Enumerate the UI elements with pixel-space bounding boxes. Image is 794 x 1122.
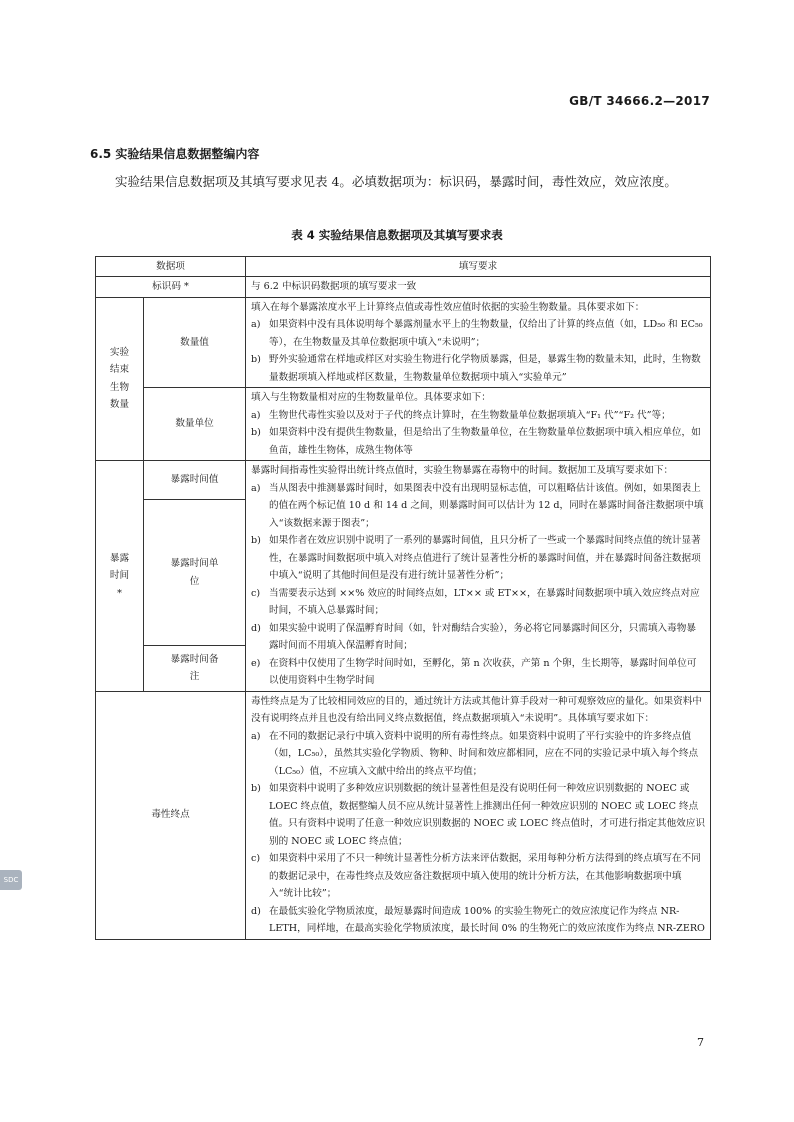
req-unit: 填入与生物数量相对应的生物数量单位。具体要求如下： a) 生物世代毒性实验以及对于子代的终点计算时，在生物数量单位数据项填入“F₁ 代”“F₂ 代”等； b) 如果资料中没有提供生物数量，但是给出了生物数量单位，在生物数量单位数据项中填入相应单位，如鱼苗，雄性生物体，成熟生物体等	[246, 388, 711, 461]
row-label-exposure-value: 暴露时间值	[144, 461, 246, 500]
req-count: 填入在每个暴露浓度水平上计算终点值或毒性效应值时依据的实验生物数量。具体要求如下： a) 如果资料中没有具体说明每个暴露剂量水平上的生物数量，仅给出了计算的终点值（如，LD₅₀ 和 EC₅₀ 等），在生物数量及其单位数据项中填入“未说明”； b) 野外实验通常在样地或样区对实验生物进行化学物质暴露，但是，暴露生物的数量未知，此时，生物数量数据项填入样地或样区数量，生物数量单位数据项中填入“实验单元”	[246, 297, 711, 388]
header-data-item: 数据项	[96, 257, 246, 277]
standard-code: GB/T 34666.2—2017	[569, 94, 710, 108]
group-label-exposure: 暴露时间 *	[96, 461, 144, 692]
table-row	[96, 691, 711, 939]
side-badge-tab[interactable]: SDC	[0, 870, 22, 890]
header-requirement: 填写要求	[246, 257, 711, 277]
req-id-code: 与 6.2 中标识码数据项的填写要求一致	[246, 277, 711, 298]
table-row	[96, 388, 711, 461]
row-label-unit: 数量单位	[144, 388, 246, 461]
group-label-bio-count: 实验结束生物数量	[96, 297, 144, 461]
req-exposure: 暴露时间指毒性实验得出统计终点值时，实验生物暴露在毒物中的时间。数据加工及填写要求如下： a) 当从图表中推测暴露时间时，如果图表中没有出现明显标志值，可以粗略估计该值。例如，如果图表上的值在两个标记值 10 d 和 14 d 之间，则暴露时间可以估计为 12 d，同时在暴露时间备注数据项中填入“该数据来源于图表”； b) 如果作者在效应识别中说明了一系列的暴露时间值，且只分析了一些或一个暴露时间终点值的统计显著性，在暴露时间数据项中填入对终点值进行了统计显著性分析的暴露时间值，并在暴露时间备注数据项中填入“说明了其他时间但是没有进行统计显著性分析”； c) 当需要表示达到 ××% 效应的时间终点如，LT×× 或 ET××，在暴露时间数据项中填入效应终点对应时间，不填入总暴露时间； d) 如果实验中说明了保温孵育时间（如，针对酶结合实验），务必将它同暴露时间区分，只需填入毒物暴露时间而不用填入保温孵育时间； e) 在资料中仅使用了生物学时间时如，至孵化，第 n 次收获，产第 n 个卵，生长期等，暴露时间单位可以使用资料中生物学时间	[246, 461, 711, 692]
section-title: 6.5 实验结果信息数据整编内容	[90, 147, 260, 161]
table-title: 表 4 实验结果信息数据项及其填写要求表	[291, 228, 503, 242]
row-label-toxicity: 毒性终点	[96, 691, 246, 939]
table-row	[96, 297, 711, 388]
req-toxicity: 毒性终点是为了比较相同效应的目的，通过统计方法或其他计算手段对一种可观察效应的量化。如果资料中没有说明终点并且也没有给出同义终点数据值，终点数据项填入“未说明”。具体填写要求如下： a) 在不同的数据记录行中填入资料中说明的所有毒性终点。如果资料中说明了平行实验中的许多终点值（如，LC₅₀），虽然其实验化学物质、物种、时间和效应都相同，应在不同的实验记录中填入每个终点（LC₅₀）值，不应填入文献中给出的终点平均值； b) 如果资料中说明了多种效应识别数据的统计显著性但是没有说明任何一种效应识别数据的 NOEC 或 LOEC 终点值，数据整编人员不应从统计显著性上推测出任何一种效应识别的 NOEC 或 LOEC 终点值。只有资料中说明了任意一种效应识别数据的 NOEC 或 LOEC 终点值时，才可进行指定其他效应识别的 NOEC 或 LOEC 终点值； c) 如果资料中采用了不只一种统计显著性分析方法来评估数据，采用每种分析方法得到的终点填写在不同的数据记录中，在毒性终点及效应备注数据项中填入使用的统计分析方法，在其他影响数据项中填入“统计比较”； d) 在最低实验化学物质浓度，最短暴露时间造成 100% 的实验生物死亡的效应浓度记作为终点 NR-LETH，同样地，在最高实验化学物质浓度，最长时间 0% 的生物死亡的效应浓度作为终点 NR-ZERO	[246, 691, 711, 939]
table-header-row	[96, 257, 711, 277]
row-label-exposure-unit: 暴露时间单位	[144, 500, 246, 646]
requirements-table	[95, 256, 711, 940]
intro-text: 实验结果信息数据项及其填写要求见表 4。必填数据项为：标识码，暴露时间，毒性效应，效应浓度。	[115, 174, 677, 189]
page-number: 7	[697, 1036, 704, 1049]
row-label-count: 数量值	[144, 297, 246, 388]
table-row	[96, 461, 711, 500]
intro-paragraph	[90, 171, 710, 193]
row-label-id-code: 标识码 *	[96, 277, 246, 298]
table-row	[96, 277, 711, 298]
row-label-exposure-note: 暴露时间备注	[144, 646, 246, 692]
